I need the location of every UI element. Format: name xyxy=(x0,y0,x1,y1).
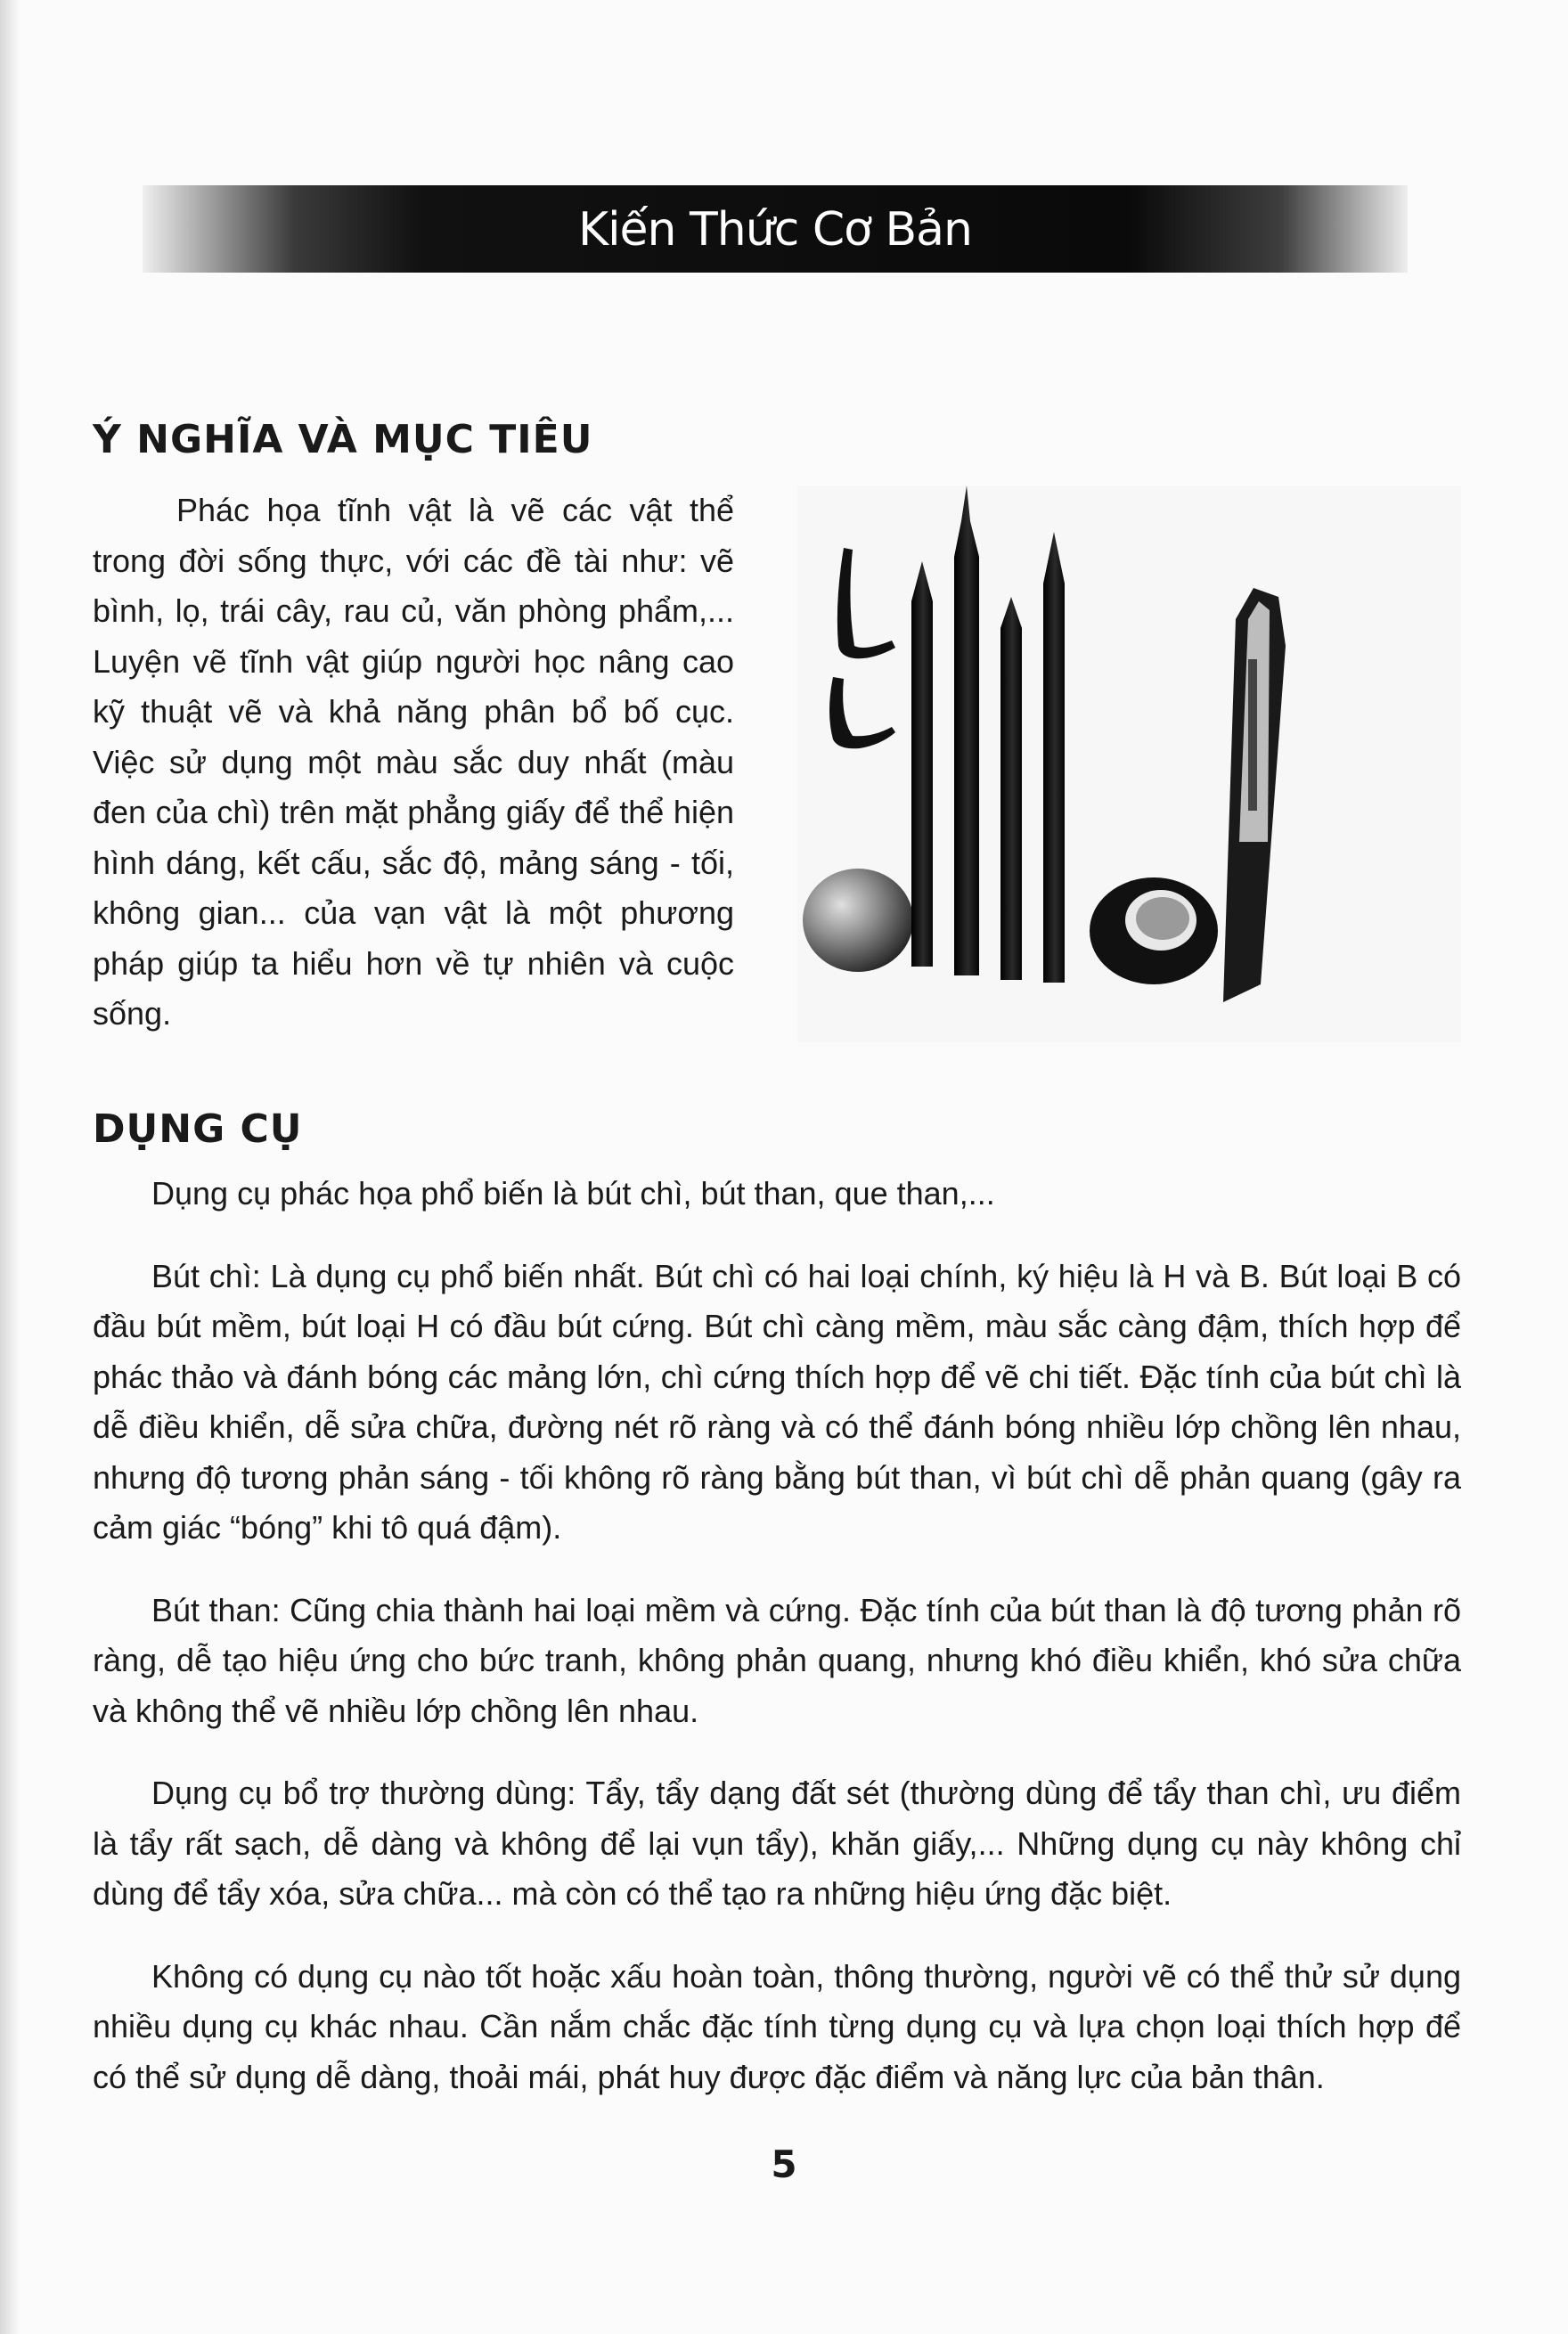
tools-paragraph: Dụng cụ phác họa phổ biến là bút chì, bút than, que than,... xyxy=(151,1175,995,1212)
tools-paragraph: Không có dụng cụ nào tốt hoặc xấu hoàn toàn, thông thường, người vẽ có thể thử sử dụng nhiều dụng cụ khác nhau. Cần nắm chắc đặc tính từng dụng cụ và lựa chọn loại thích hợp để có thể sử dụng dễ dàng, thoải mái, phát huy được đặc điểm và năng lực của bản thân. xyxy=(93,1957,1461,2095)
drawing-tools-illustration xyxy=(797,486,1461,1042)
pencil-icon xyxy=(1043,532,1065,983)
section-heading-meaning: Ý NGHĨA VÀ MỤC TIÊU xyxy=(93,417,593,462)
page-number: 5 xyxy=(771,2142,797,2186)
intro-paragraph: Phác họa tĩnh vật là vẽ các vật thể trong đời sống thực, với các đề tài như: vẽ bình, lọ, trái cây, rau củ, văn phòng phẩm,... Luyện vẽ tĩnh vật giúp người học nâng cao kỹ thuật vẽ và khả năng phân bổ bố cục. Việc sử dụng một màu sắc duy nhất (màu đen của chì) trên mặt phẳng giấy để thể hiện hình dáng, kết cấu, sắc độ, mảng sáng - tối, không gian... của vạn vật là một phương pháp giúp ta hiểu hơn về tự nhiên và cuộc sống. xyxy=(93,492,734,1032)
charcoal-piece-icon xyxy=(829,677,895,748)
tools-paragraph: Bút than: Cũng chia thành hai loại mềm và cứng. Đặc tính của bút than là độ tương phản rõ ràng, dễ tạo hiệu ứng cho bức tranh, không phản quang, nhưng khó điều khiển, khó sửa chữa và không thể vẽ nhiều lớp chồng lên nhau. xyxy=(93,1591,1461,1729)
banner-title: Kiến Thức Cơ Bản xyxy=(578,203,972,257)
pencil-icon xyxy=(911,561,933,967)
pencil-icon xyxy=(954,486,979,975)
chapter-banner xyxy=(143,185,1408,273)
drawing-tools-photo xyxy=(797,486,1461,1042)
page-gutter-shadow xyxy=(0,0,20,2334)
tools-paragraph: Bút chì: Là dụng cụ phổ biến nhất. Bút chì có hai loại chính, ký hiệu là H và B. Bút loại B có đầu bút mềm, bút loại H có đầu bút cứng. Bút chì càng mềm, màu sắc càng đậm, thích hợp để phác thảo và đánh bóng các mảng lớn, chì cứng thích hợp để vẽ chi tiết. Đặc tính của bút chì là dễ điều khiển, dễ sửa chữa, đường nét rõ ràng và có thể đánh bóng nhiều lớp chồng lên nhau, nhưng độ tương phản sáng - tối không rõ ràng bằng bút than, vì bút chì dễ phản quang (gây ra cảm giác “bóng” khi tô quá đậm). xyxy=(93,1257,1461,1546)
tools-paragraph: Dụng cụ bổ trợ thường dùng: Tẩy, tẩy dạng đất sét (thường dùng để tẩy than chì, ưu điểm là tẩy rất sạch, dễ dàng và không để lại vụn tẩy), khăn giấy,... Những dụng cụ này không chỉ dùng để tẩy xóa, sửa chữa... mà còn có thể tạo ra những hiệu ứng đặc biệt. xyxy=(93,1775,1461,1912)
pencil-icon xyxy=(1000,597,1022,980)
section-heading-tools: DỤNG CỤ xyxy=(93,1106,303,1152)
eraser-ball-icon xyxy=(803,869,913,972)
craft-knife-icon xyxy=(1223,588,1286,1002)
tools-body xyxy=(93,1169,1461,2134)
charcoal-piece-icon xyxy=(837,548,895,658)
